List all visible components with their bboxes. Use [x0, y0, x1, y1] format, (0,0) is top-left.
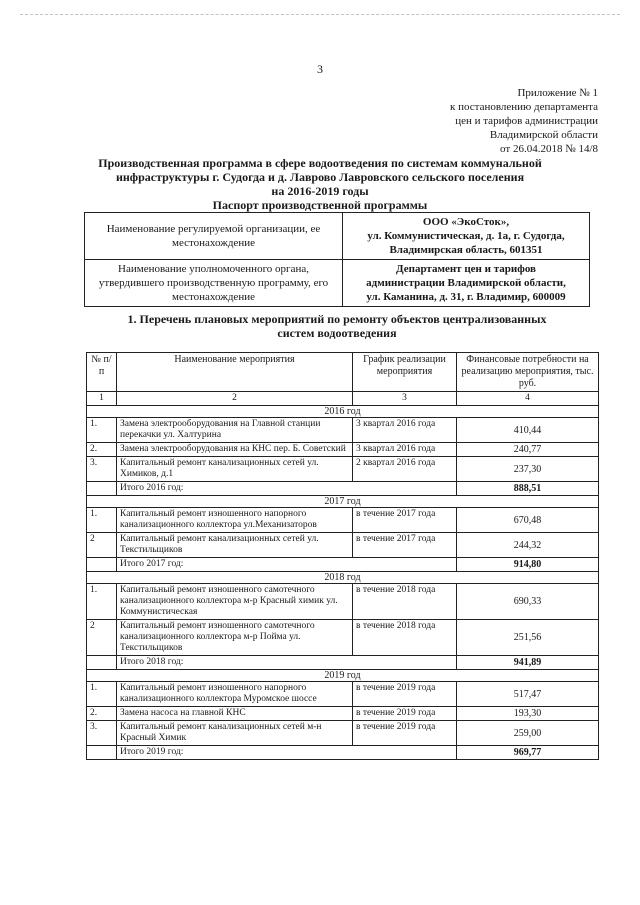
program-title	[84, 156, 556, 198]
year-row	[87, 572, 599, 584]
total-label: Итого 2018 год:	[117, 656, 457, 670]
passport-value-line: администрации Владимирской области,	[366, 277, 566, 289]
row-schedule: в течение 2019 года	[353, 721, 457, 746]
table-row	[87, 707, 599, 721]
table-row	[87, 584, 599, 620]
header-num: № п/п	[87, 353, 117, 392]
column-number: 2	[117, 392, 353, 406]
row-schedule: в течение 2019 года	[353, 707, 457, 721]
total-amount: 969,77	[457, 746, 599, 760]
row-amount: 259,00	[457, 721, 599, 746]
year-label: 2019 год	[87, 670, 599, 682]
row-amount: 240,77	[457, 443, 599, 457]
row-schedule: 3 квартал 2016 года	[353, 418, 457, 443]
row-schedule: в течение 2017 года	[353, 533, 457, 558]
column-number: 1	[87, 392, 117, 406]
table-row	[87, 508, 599, 533]
passport-value	[343, 260, 590, 307]
total-spacer	[87, 482, 117, 496]
total-spacer	[87, 558, 117, 572]
program-title-line: инфраструктуры г. Судогда и д. Лаврово Лавровского сельского поселения	[115, 170, 525, 184]
appendix-line: от 26.04.2018 № 14/8	[500, 143, 598, 155]
column-number: 4	[457, 392, 599, 406]
row-name: Капитальный ремонт изношенного напорного канализационного коллектора Муромское шоссе	[117, 682, 353, 707]
section-title	[84, 312, 590, 340]
header-finance: Финансовые потребности на реализацию мероприятия, тыс. руб.	[457, 353, 599, 392]
row-name: Замена электрооборудования на Главной станции перекачки ул. Халтурина	[117, 418, 353, 443]
passport-value-line: ул. Коммунистическая, д. 1а, г. Судогда,	[367, 230, 565, 242]
year-label: 2018 год	[87, 572, 599, 584]
passport-table	[84, 212, 590, 307]
total-amount: 914,80	[457, 558, 599, 572]
header-schedule: График реализации мероприятия	[353, 353, 457, 392]
total-amount: 888,51	[457, 482, 599, 496]
total-spacer	[87, 656, 117, 670]
year-label: 2016 год	[87, 406, 599, 418]
appendix-line: Владимирской области	[489, 129, 598, 141]
row-num: 1.	[87, 508, 117, 533]
program-title-line: на 2016-2019 годы	[271, 184, 369, 198]
total-row	[87, 746, 599, 760]
row-name: Капитальный ремонт канализационных сетей ул. Текстильщиков	[117, 533, 353, 558]
row-schedule: 3 квартал 2016 года	[353, 443, 457, 457]
table-row	[87, 457, 599, 482]
row-name: Капитальный ремонт изношенного самотечного канализационного коллектора м-р Красный химик ул. Коммунистическая	[117, 584, 353, 620]
table-row	[87, 721, 599, 746]
passport-title: Паспорт производственной программы	[212, 198, 428, 212]
row-amount: 251,56	[457, 620, 599, 656]
table-row	[87, 620, 599, 656]
row-num: 2	[87, 533, 117, 558]
page-number: 3	[317, 62, 323, 76]
year-row	[87, 406, 599, 418]
passport-value-line: Департамент цен и тарифов	[396, 263, 536, 275]
appendix-line: цен и тарифов администрации	[455, 115, 598, 127]
row-num: 2	[87, 620, 117, 656]
header-name: Наименование мероприятия	[117, 353, 353, 392]
table-row	[87, 418, 599, 443]
row-num: 2.	[87, 443, 117, 457]
passport-label: Наименование регулируемой организации, ее местонахождение	[85, 213, 343, 260]
section-title-line: систем водоотведения	[277, 326, 397, 340]
row-schedule: 2 квартал 2016 года	[353, 457, 457, 482]
row-name: Замена насоса на главной КНС	[117, 707, 353, 721]
row-num: 3.	[87, 721, 117, 746]
passport-value	[343, 213, 590, 260]
row-amount: 670,48	[457, 508, 599, 533]
row-num: 2.	[87, 707, 117, 721]
row-name: Капитальный ремонт канализационных сетей м-н Красный Химик	[117, 721, 353, 746]
row-num: 3.	[87, 457, 117, 482]
row-schedule: в течение 2018 года	[353, 620, 457, 656]
table-row	[87, 533, 599, 558]
total-spacer	[87, 746, 117, 760]
year-label: 2017 год	[87, 496, 599, 508]
row-num: 1.	[87, 418, 117, 443]
row-num: 1.	[87, 682, 117, 707]
row-amount: 410,44	[457, 418, 599, 443]
row-amount: 690,33	[457, 584, 599, 620]
total-row	[87, 482, 599, 496]
column-number: 3	[353, 392, 457, 406]
passport-value-line: ул. Каманина, д. 31, г. Владимир, 600009	[366, 291, 566, 303]
total-row	[87, 656, 599, 670]
row-num: 1.	[87, 584, 117, 620]
passport-label: Наименование уполномоченного органа, утвердившего производственную программу, его местонахождение	[85, 260, 343, 307]
passport-row	[85, 260, 590, 307]
row-name: Капитальный ремонт канализационных сетей ул. Химиков, д.1	[117, 457, 353, 482]
appendix-block	[398, 86, 598, 156]
header-row	[87, 353, 599, 392]
column-number-row	[87, 392, 599, 406]
row-schedule: в течение 2019 года	[353, 682, 457, 707]
total-label: Итого 2016 год:	[117, 482, 457, 496]
row-amount: 517,47	[457, 682, 599, 707]
row-name: Капитальный ремонт изношенного напорного канализационного коллектора ул.Механизаторов	[117, 508, 353, 533]
row-amount: 193,30	[457, 707, 599, 721]
row-amount: 237,30	[457, 457, 599, 482]
passport-value-line: ООО «ЭкоСток»,	[422, 216, 510, 228]
row-schedule: в течение 2017 года	[353, 508, 457, 533]
total-label: Итого 2017 год:	[117, 558, 457, 572]
section-title-line: 1. Перечень плановых мероприятий по ремонту объектов централизованных	[127, 312, 547, 326]
table-row	[87, 682, 599, 707]
appendix-line: к постановлению департамента	[450, 101, 598, 113]
appendix-line: Приложение № 1	[517, 87, 598, 99]
row-amount: 244,32	[457, 533, 599, 558]
year-row	[87, 670, 599, 682]
passport-value-line: Владимирская область, 601351	[389, 244, 543, 256]
program-title-line: Производственная программа в сфере водоотведения по системам коммунальной	[98, 156, 542, 170]
passport-row	[85, 213, 590, 260]
row-name: Капитальный ремонт изношенного самотечного канализационного коллектора м-р Пойма ул. Текстильщиков	[117, 620, 353, 656]
year-row	[87, 496, 599, 508]
row-name: Замена электрооборудования на КНС пер. Б. Советский	[117, 443, 353, 457]
total-amount: 941,89	[457, 656, 599, 670]
scan-artifact-line	[20, 14, 620, 16]
table-row	[87, 443, 599, 457]
row-schedule: в течение 2018 года	[353, 584, 457, 620]
works-table	[86, 352, 599, 760]
total-label: Итого 2019 год:	[117, 746, 457, 760]
total-row	[87, 558, 599, 572]
